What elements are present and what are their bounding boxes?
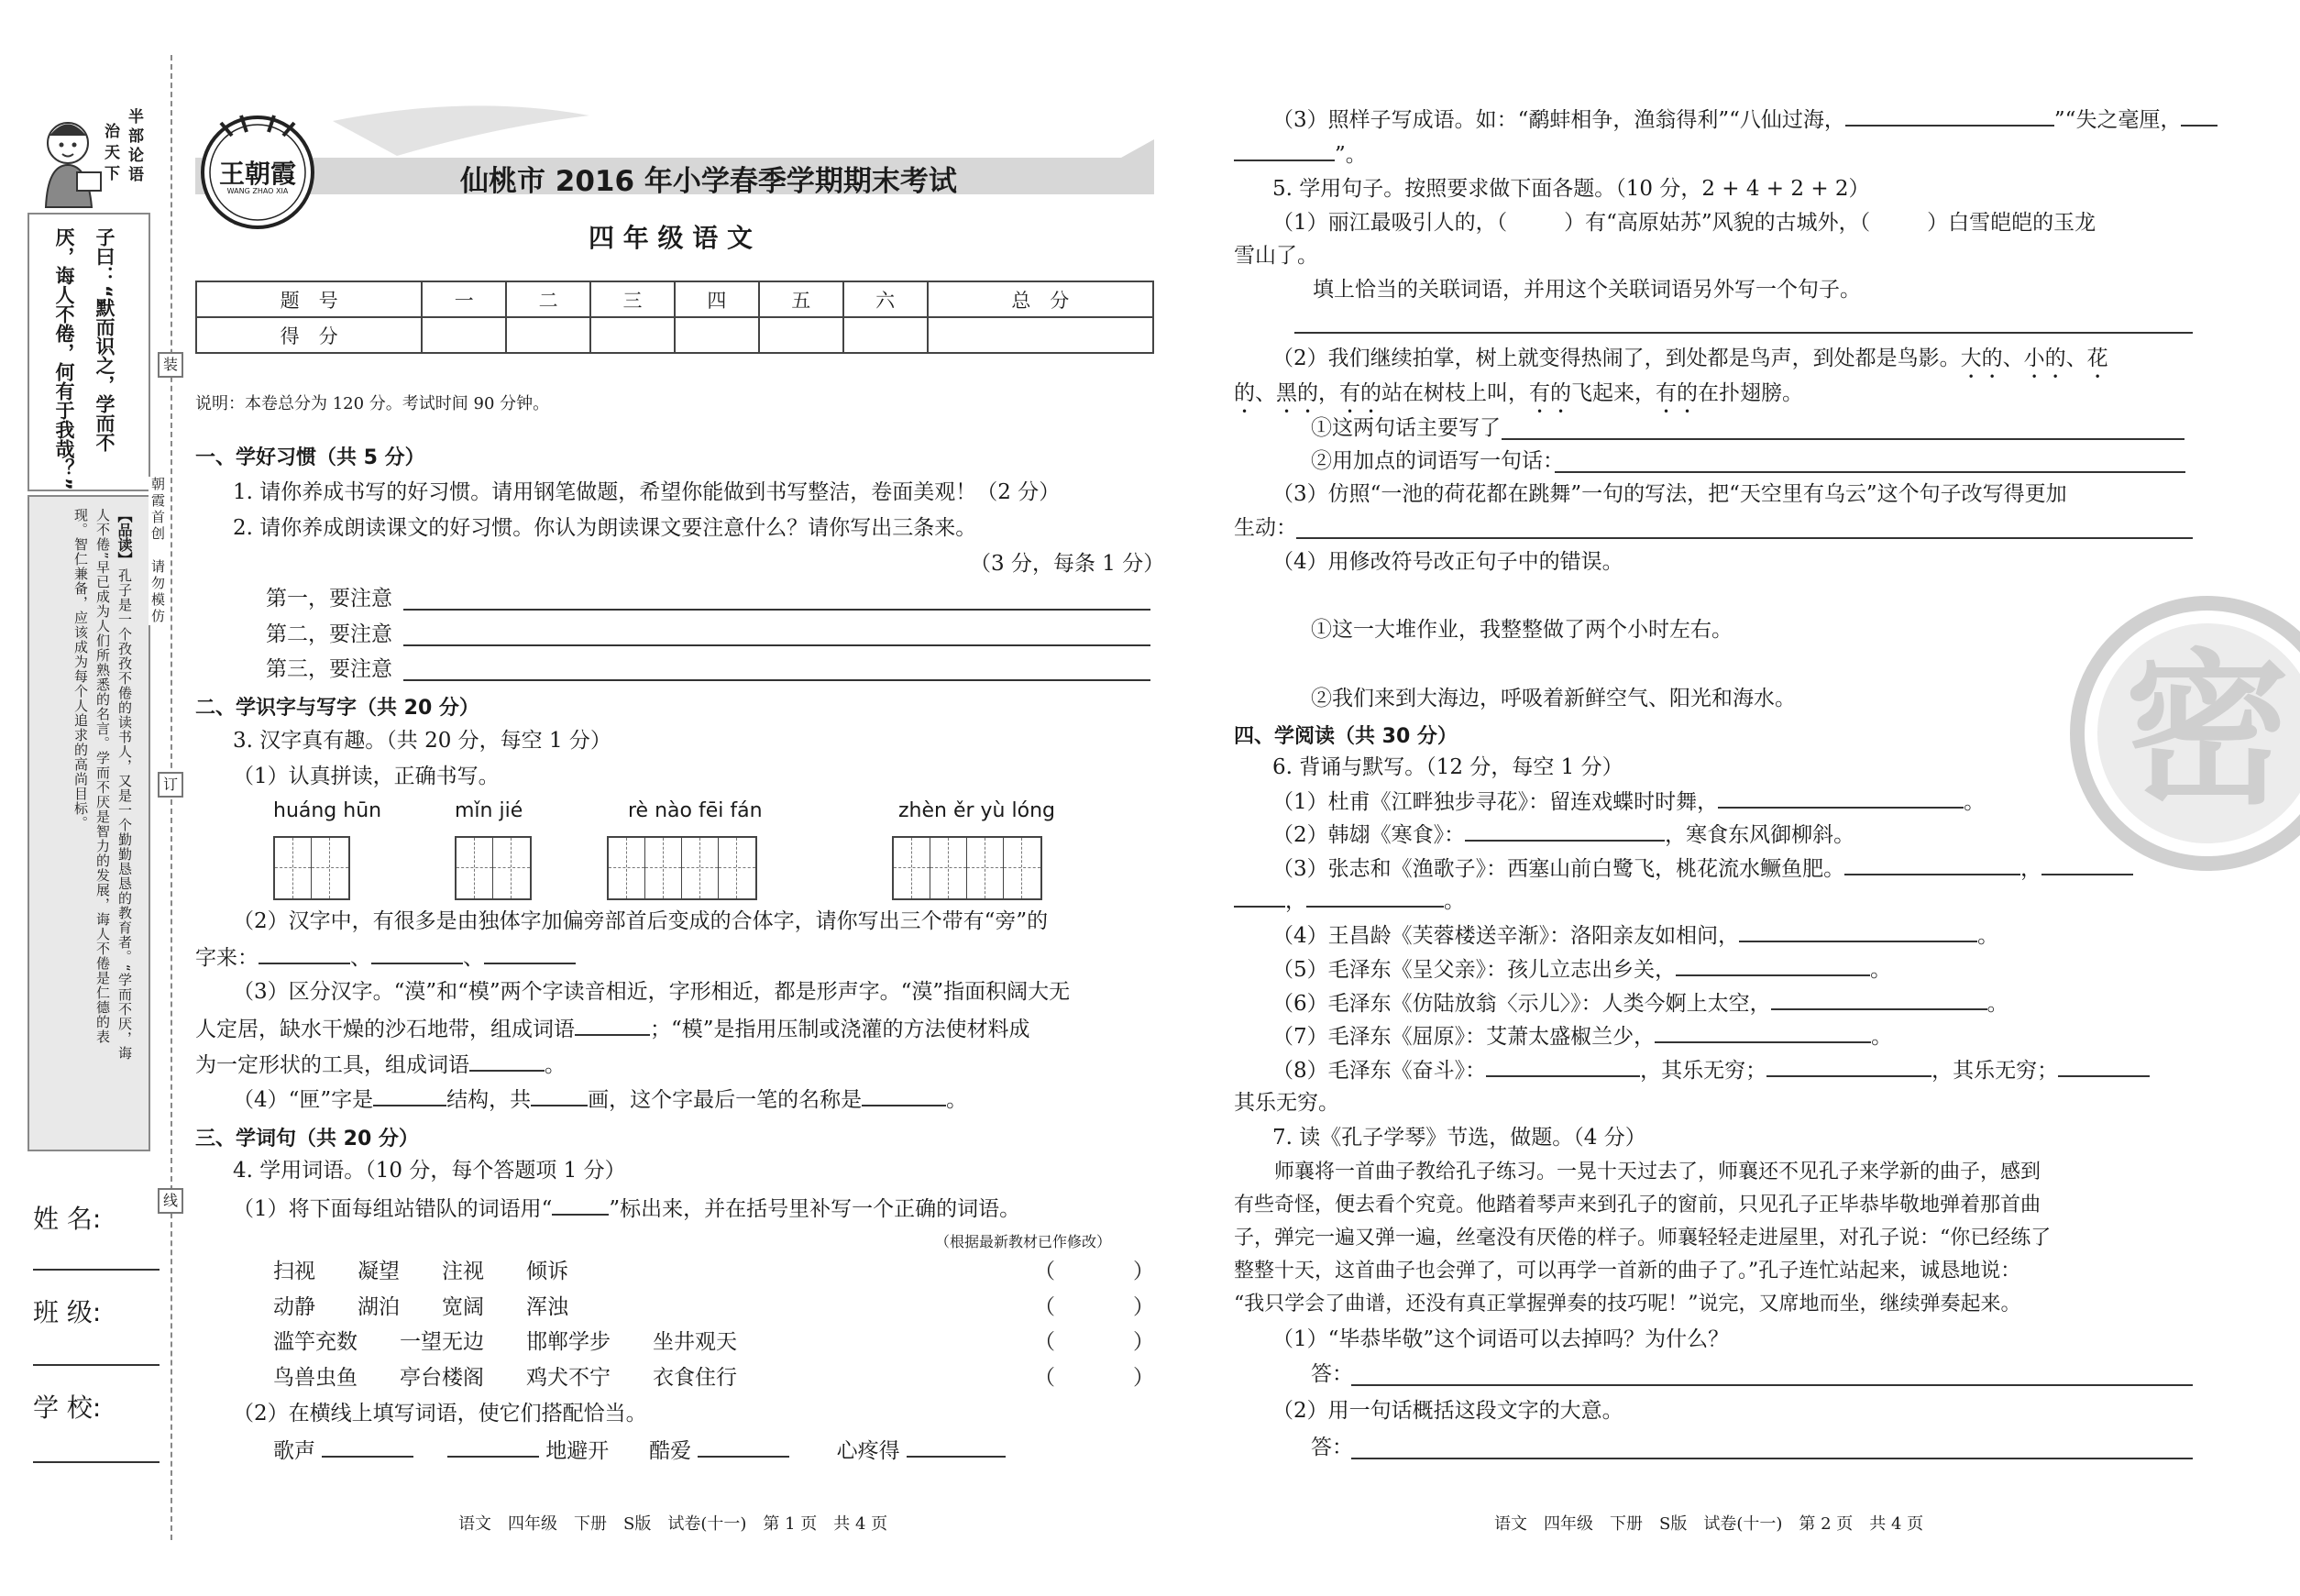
score-cell[interactable] bbox=[928, 317, 1153, 353]
q6-4-end: 。 bbox=[1977, 924, 1999, 948]
passage-line-5: “我只学会了曲谱，还没有真正掌握弹奏的技巧呢！”说完，又席地而坐，继续弹奏起来。 bbox=[1234, 1293, 2021, 1315]
q2-item-3: 第三，要注意 bbox=[266, 657, 392, 681]
score-header: 五 bbox=[759, 281, 843, 317]
fold-mark-2: 订 bbox=[158, 772, 183, 798]
q6-4-text: （4）王昌龄《芙蓉楼送辛渐》：洛阳亲友如相问， bbox=[1272, 924, 1740, 948]
q6-8-blank-3[interactable] bbox=[2058, 1055, 2150, 1077]
question-5-3-line2: 生动： bbox=[1234, 516, 1297, 540]
q6-3-text: （3）张志和《渔歌子》：西塞山前白鹭飞，桃花流水鳜鱼肥。 bbox=[1272, 857, 1845, 881]
q4-3-blank-2[interactable] bbox=[2181, 105, 2217, 127]
question-3-2-line1: （2）汉字中，有很多是由独体字加偏旁部首后变成的合体字，请你写出三个带有“旁”的 bbox=[233, 909, 1049, 933]
q6-8-text: （8）毛泽东《奋斗》： bbox=[1272, 1059, 1487, 1083]
section-2-title: 二、学识字与写字（共 20 分） bbox=[195, 697, 479, 720]
q5-4-sentence-1[interactable]: ①这一大堆作业，我整整做了两个小时左右。 bbox=[1311, 618, 1733, 642]
q3-3-text-c: 为一定形状的工具，组成词语 bbox=[195, 1053, 469, 1077]
q4-3-blank-1[interactable] bbox=[1845, 105, 2054, 127]
commentary-label: 【品读】 bbox=[116, 508, 133, 567]
exam-title: 仙桃市 2016 年小学春季学期期末考试 bbox=[460, 165, 957, 198]
q2-answer-3[interactable] bbox=[403, 679, 1150, 681]
q6-8-blank-2[interactable] bbox=[1766, 1055, 1931, 1077]
q6-3-blank-3[interactable] bbox=[1234, 886, 1285, 908]
q4-2-item-4: 心疼得 bbox=[836, 1439, 900, 1463]
q4-paren-l-3: （ bbox=[1034, 1330, 1055, 1354]
score-header: 一 bbox=[422, 281, 506, 317]
watermark-char: 密 bbox=[2124, 635, 2290, 827]
q5-2-dotted-6: 有的 bbox=[1339, 381, 1381, 405]
score-cell[interactable] bbox=[675, 317, 759, 353]
pinyin-4: zhèn ěr yù lóng bbox=[898, 799, 1055, 822]
passage-line-4: 整整十天，这首曲子也会弹了，可以再学一首新的曲子了。”孔子连忙站起来，诚恳地说： bbox=[1234, 1260, 2021, 1282]
writing-grid-4[interactable] bbox=[892, 836, 1042, 900]
q6-1-blank[interactable] bbox=[1718, 787, 1964, 809]
question-7-1: （1）“毕恭毕敬”这个词语可以去掉吗？为什么？ bbox=[1272, 1327, 1730, 1351]
exam-subject: 四 年 级 语 文 bbox=[589, 223, 753, 253]
q6-item-3 bbox=[1272, 853, 2133, 883]
question-3-4: （4）“匣”字是 结构，共 画，这个字最后一笔的名称是 。 bbox=[233, 1084, 967, 1114]
q4-3-a: （3）照样子写成语。如：“鹬蚌相争，渔翁得利”“八仙过海， bbox=[1272, 108, 1845, 132]
score-table bbox=[195, 281, 1154, 354]
q6-6-text: （6）毛泽东《仿陆放翁〈示儿〉》：人类今婀上太空， bbox=[1272, 992, 1771, 1016]
q4-paren-l-1: （ bbox=[1034, 1260, 1055, 1283]
question-3-1: （1）认真拼读，正确书写。 bbox=[233, 765, 500, 788]
q5-2-dotted-4: 的 bbox=[1234, 381, 1255, 405]
q3-2-blank-2[interactable] bbox=[371, 942, 463, 964]
q5-2-answer-1[interactable] bbox=[1502, 438, 2184, 440]
question-4-3-line1 bbox=[1272, 105, 2217, 134]
q3-3-text-a: 人定居，缺水干燥的沙石地带，组成词语 bbox=[195, 1018, 575, 1041]
commentary-col-2: 人不倦”早已成为人们所熟悉的名言。学而不厌是智力的发展，诲人不倦是仁德的表 bbox=[94, 508, 111, 1044]
logo-sub: WANG ZHAO XIA bbox=[226, 187, 289, 195]
side-note: 朝霞首创 请勿模仿 bbox=[149, 477, 166, 625]
commentary-box bbox=[28, 495, 150, 1151]
question-2-score: （3 分，每条 1 分） bbox=[970, 552, 1165, 576]
quote-col-2: 厌，诲人不倦，何有于我哉？” bbox=[53, 227, 75, 490]
question-4-2: （2）在横线上填写词语，使它们搭配恰当。 bbox=[233, 1402, 647, 1425]
q6-item-3-cont bbox=[1234, 886, 1465, 915]
q5-1-a: （1）丽江最吸引人的，（ bbox=[1272, 211, 1508, 235]
q3-4-c: 画，这个字最后一笔的名称是 bbox=[588, 1088, 863, 1112]
name-input[interactable] bbox=[33, 1269, 160, 1271]
q5-2-sub-2: ②用加点的词语写一句话： bbox=[1311, 449, 1564, 473]
school-label: 学 校: bbox=[33, 1392, 102, 1423]
score-cell[interactable] bbox=[843, 317, 928, 353]
school-input[interactable] bbox=[33, 1461, 160, 1463]
question-3-3-line1: （3）区分汉字。“漠”和“模”两个字读音相近，字形相近，都是形声字。“漠”指面积阔大无 bbox=[233, 980, 1071, 1004]
q4-row-4[interactable]: 鸟兽虫鱼 亭台楼阁 鸡犬不宁 衣食住行 bbox=[273, 1366, 737, 1390]
question-5-2-line1: （2）我们继续拍掌，树上就变得热闹了，到处都是鸟声，到处都是鸟影。大的、小的、花 bbox=[1272, 347, 2108, 370]
q2-answer-1[interactable] bbox=[403, 609, 1150, 611]
q4-3-blank-3[interactable] bbox=[1234, 139, 1335, 161]
motto-1: 半部论语 bbox=[125, 108, 143, 185]
q3-4-blank-3[interactable] bbox=[862, 1084, 946, 1106]
quote-col-1: 子曰：“默而识之，学而不 bbox=[94, 227, 116, 452]
q4-1-a: （1）将下面每组站错队的词语用“ bbox=[233, 1197, 553, 1221]
class-input[interactable] bbox=[33, 1364, 160, 1366]
passage-line-3: 子，弹完一遍又弹一遍，丝毫没有厌倦的样子。师襄轻轻走进屋里，对孔子说：“你已经练了 bbox=[1234, 1227, 2052, 1249]
q5-1-b: ）有“高原姑苏”风貌的古城外，（ bbox=[1564, 211, 1871, 235]
fold-mark-3: 线 bbox=[158, 1188, 183, 1214]
pinyin-1: huáng hūn bbox=[273, 799, 382, 822]
q5-4-sentence-2[interactable]: ②我们来到大海边，呼吸着新鲜空气、阳光和海水。 bbox=[1311, 687, 1796, 710]
score-header: 总 分 bbox=[928, 281, 1153, 317]
quote-box bbox=[28, 213, 150, 491]
q6-1-end: 。 bbox=[1964, 790, 1986, 814]
q6-3b-end: 。 bbox=[1444, 889, 1465, 913]
q3-4-b: 结构，共 bbox=[446, 1088, 532, 1112]
logo bbox=[195, 108, 320, 233]
writing-grid-3[interactable] bbox=[607, 836, 757, 900]
commentary-col-3: 现。智仁兼备，应该成为每个人追求的高尚目标。 bbox=[72, 508, 89, 831]
q5-3-answer[interactable] bbox=[1296, 537, 2193, 539]
question-4: 4. 学用词语。（10 分，每个答题项 1 分） bbox=[233, 1159, 626, 1183]
score-cell[interactable] bbox=[759, 317, 843, 353]
q6-item-2 bbox=[1272, 820, 1854, 849]
q6-7-blank[interactable] bbox=[1655, 1021, 1871, 1043]
footer-left: 语文 四年级 下册 S版 试卷(十一) 第 1 页 共 4 页 bbox=[458, 1514, 888, 1534]
q4-note: （根据最新教材已作修改） bbox=[935, 1233, 1112, 1250]
fold-line bbox=[171, 55, 172, 1540]
writing-grid-2[interactable] bbox=[455, 836, 532, 900]
q6-item-4 bbox=[1272, 920, 1998, 950]
q6-2-blank[interactable] bbox=[1465, 820, 1665, 842]
pinyin-2: mǐn jié bbox=[455, 799, 523, 822]
q6-8-mid: ，其乐无穷； bbox=[1640, 1059, 1767, 1083]
q6-7-end: 。 bbox=[1871, 1025, 1893, 1049]
q6-item-1 bbox=[1272, 787, 1985, 816]
section-3-title: 三、学词句（共 20 分） bbox=[195, 1128, 419, 1150]
q4-2-item-2: 地避开 bbox=[545, 1439, 610, 1463]
score-cell[interactable] bbox=[506, 317, 590, 353]
q5-2-dotted-3: 花 bbox=[2086, 347, 2108, 370]
q4-2-blank-1[interactable] bbox=[322, 1436, 413, 1458]
score-header: 题 号 bbox=[196, 281, 422, 317]
question-5-1-line1 bbox=[1272, 209, 2096, 237]
q4-1-mark-sample bbox=[552, 1194, 609, 1216]
q6-1-text: （1）杜甫《江畔独步寻花》：留连戏蝶时时舞， bbox=[1272, 790, 1719, 814]
q6-5-end: 。 bbox=[1870, 958, 1892, 982]
commentary-col-1: 孔子是一个孜孜不倦的读书人，又是一个勤勤恳恳的教育者。“学而不厌，诲 bbox=[116, 568, 133, 1061]
q5-1-c: ）白雪皑皑的玉龙 bbox=[1927, 211, 2096, 235]
pinyin-3: rè nào fēi fán bbox=[628, 799, 763, 822]
q6-2-text: （2）韩翃《寒食》： bbox=[1272, 823, 1466, 847]
question-5-4: （4）用修改符号改正句子中的错误。 bbox=[1272, 550, 1623, 574]
passage-line-2: 有些奇怪，便去看个究竟。他踏着琴声来到孔子的窗前，只见孔子正毕恭毕敬地弹着那首曲 bbox=[1234, 1194, 2041, 1216]
q6-3b-sep: ， bbox=[1285, 889, 1306, 913]
watermark-seal bbox=[2070, 596, 2300, 871]
q6-4-blank[interactable] bbox=[1739, 920, 1977, 942]
q7-1-answer[interactable] bbox=[1351, 1384, 2193, 1386]
q4-1-b: ”标出来，并在括号里补写一个正确的词语。 bbox=[609, 1197, 1021, 1221]
q3-4-blank-1[interactable] bbox=[373, 1084, 446, 1106]
question-3-3-line3: 为一定形状的工具，组成词语 。 bbox=[195, 1050, 566, 1079]
q6-7-text: （7）毛泽东《屈原》：艾萧太盛椒兰少， bbox=[1272, 1025, 1656, 1049]
question-4-3-line2 bbox=[1234, 139, 1367, 169]
q4-paren-l-4: （ bbox=[1034, 1366, 1055, 1390]
q5-2-dotted-5: 黑的 bbox=[1276, 381, 1318, 405]
score-header: 二 bbox=[506, 281, 590, 317]
q3-4-blank-2[interactable] bbox=[531, 1084, 588, 1106]
question-5-2-line2: 的、黑的，有的站在树枝上叫，有的飞起来，有的在扑翅膀。 bbox=[1234, 381, 1803, 405]
q6-3-blank-1[interactable] bbox=[1844, 853, 2020, 875]
q3-4-a: （4）“匣”字是 bbox=[233, 1088, 374, 1112]
question-1: 1. 请你养成书写的好习惯。请用钢笔做题，希望你能做到书写整洁，卷面美观！（2 分） bbox=[233, 480, 1061, 504]
q5-2-answer-2[interactable] bbox=[1555, 471, 2185, 473]
q4-2-item-1: 歌声 bbox=[273, 1439, 315, 1463]
question-7: 7. 读《孔子学琴》节选，做题。（4 分） bbox=[1272, 1126, 1646, 1150]
q2-item-2: 第二，要注意 bbox=[266, 622, 392, 646]
score-header: 六 bbox=[843, 281, 928, 317]
question-3-2-line2: 字来： 、 、 bbox=[195, 942, 576, 972]
q3-2-prefix: 字来： bbox=[195, 946, 259, 970]
q2-answer-2[interactable] bbox=[403, 644, 1150, 646]
q4-2-item-3: 酷爱 bbox=[649, 1439, 692, 1463]
q5-2-dotted-2: 小的 bbox=[2023, 347, 2066, 370]
q6-item-7 bbox=[1272, 1021, 1892, 1051]
q4-paren-l-2: （ bbox=[1034, 1295, 1055, 1319]
q3-2-blank-3[interactable] bbox=[484, 942, 576, 964]
score-header: 四 bbox=[675, 281, 759, 317]
q7-2-answer-label: 答： bbox=[1311, 1436, 1353, 1459]
name-label: 姓 名: bbox=[33, 1204, 102, 1234]
question-5-1-line3: 填上恰当的关联词语，并用这个关联词语另外写一个句子。 bbox=[1313, 278, 1861, 302]
q6-item-8 bbox=[1272, 1055, 2150, 1084]
score-row-label: 得 分 bbox=[196, 317, 422, 353]
q3-3-blank-2[interactable] bbox=[469, 1050, 545, 1072]
q4-3-c: ”。 bbox=[1335, 143, 1367, 167]
q6-item-6 bbox=[1272, 988, 2008, 1018]
score-cell[interactable] bbox=[590, 317, 675, 353]
q4-3-b: ”“失之毫厘， bbox=[2053, 108, 2182, 132]
q4-row-3[interactable]: 滥竽充数 一望无边 邯郸学步 坐井观天 bbox=[273, 1330, 737, 1354]
fold-mark-1: 装 bbox=[158, 352, 183, 378]
q6-8-end: ，其乐无穷； bbox=[1931, 1059, 2059, 1083]
q5-2-dotted-1: 大的 bbox=[1960, 347, 2003, 370]
question-5-3-line1: （3）仿照“一池的荷花都在跳舞”一句的写法，把“天空里有乌云”这个句子改写得更加 bbox=[1272, 482, 2067, 506]
score-cell[interactable] bbox=[422, 317, 506, 353]
question-5-1-line2: 雪山了。 bbox=[1234, 244, 1318, 268]
q6-5-text: （5）毛泽东《呈父亲》：孩儿立志出乡关， bbox=[1272, 958, 1677, 982]
q2-item-1: 第一，要注意 bbox=[266, 587, 392, 611]
q3-2-blank-1[interactable] bbox=[259, 942, 350, 964]
q4-paren-r-2: ） bbox=[1133, 1295, 1154, 1319]
q3-3-blank-1[interactable] bbox=[575, 1014, 650, 1036]
q4-2-items bbox=[273, 1436, 1006, 1465]
q5-2-dotted-8: 有的 bbox=[1656, 381, 1698, 405]
footer-right: 语文 四年级 下册 S版 试卷(十一) 第 2 页 共 4 页 bbox=[1494, 1514, 1924, 1534]
q6-6-blank[interactable] bbox=[1771, 988, 1987, 1010]
q4-2-blank-2[interactable] bbox=[447, 1436, 539, 1458]
motto-2: 治天下 bbox=[101, 123, 119, 186]
q4-paren-r-1: ） bbox=[1133, 1260, 1154, 1283]
logo-text: 王朝霞 bbox=[218, 159, 296, 189]
q6-3-sep: ， bbox=[2020, 857, 2042, 881]
q5-2-sub-1: ①这两句话主要写了 bbox=[1311, 416, 1501, 440]
q6-6-end: 。 bbox=[1986, 992, 2008, 1016]
question-5: 5. 学用句子。按照要求做下面各题。（10 分，2 + 4 + 2 + 2） bbox=[1272, 177, 1870, 201]
section-1-title: 一、学好习惯（共 5 分） bbox=[195, 446, 425, 469]
q4-row-2[interactable]: 动静 湖泊 宽阔 浑浊 bbox=[273, 1295, 568, 1319]
q6-8-blank-1[interactable] bbox=[1486, 1055, 1640, 1077]
section-4-title: 四、学阅读（共 30 分） bbox=[1234, 725, 1458, 748]
q6-2-end: ，寒食东风御柳斜。 bbox=[1665, 823, 1855, 847]
class-label: 班 级: bbox=[33, 1297, 102, 1327]
q6-5-blank[interactable] bbox=[1676, 954, 1870, 976]
q4-paren-r-3: ） bbox=[1133, 1330, 1154, 1354]
q6-3-blank-4[interactable] bbox=[1306, 886, 1444, 908]
question-3-3-line2 bbox=[195, 1014, 1030, 1043]
q5-2-dotted-7: 有的 bbox=[1529, 381, 1571, 405]
writing-grid-1[interactable] bbox=[273, 836, 350, 900]
q6-item-5 bbox=[1272, 954, 1891, 984]
score-header: 三 bbox=[590, 281, 675, 317]
q4-row-1[interactable]: 扫视 凝望 注视 倾诉 bbox=[273, 1260, 568, 1283]
q4-2-blank-4[interactable] bbox=[907, 1436, 1006, 1458]
q3-3-text-b: ；“模”是指用压制或浇灌的方法使材料成 bbox=[650, 1018, 1030, 1041]
q4-2-blank-3[interactable] bbox=[698, 1436, 789, 1458]
q4-paren-r-4: ） bbox=[1133, 1366, 1154, 1390]
question-4-1 bbox=[233, 1194, 1020, 1223]
question-6: 6. 背诵与默写。（12 分，每空 1 分） bbox=[1272, 755, 1623, 779]
q5-1-answer[interactable] bbox=[1294, 332, 2193, 334]
question-3: 3. 汉字真有趣。（共 20 分，每空 1 分） bbox=[233, 729, 611, 753]
q7-2-answer[interactable] bbox=[1351, 1458, 2193, 1459]
question-2: 2. 请你养成朗读课文的好习惯。你认为朗读课文要注意什么？请你写出三条来。 bbox=[233, 516, 977, 540]
q6-item-8-cont: 其乐无穷。 bbox=[1234, 1091, 1339, 1115]
q6-3-blank-2[interactable] bbox=[2041, 853, 2133, 875]
question-7-2: （2）用一句话概括这段文字的大意。 bbox=[1272, 1399, 1623, 1423]
q7-1-answer-label: 答： bbox=[1311, 1362, 1353, 1386]
exam-note: 说明：本卷总分为 120 分。考试时间 90 分钟。 bbox=[195, 394, 550, 413]
passage-line-1: 师襄将一首曲子教给孔子练习。一晃十天过去了，师襄还不见孔子来学新的曲子，感到 bbox=[1234, 1161, 2041, 1183]
